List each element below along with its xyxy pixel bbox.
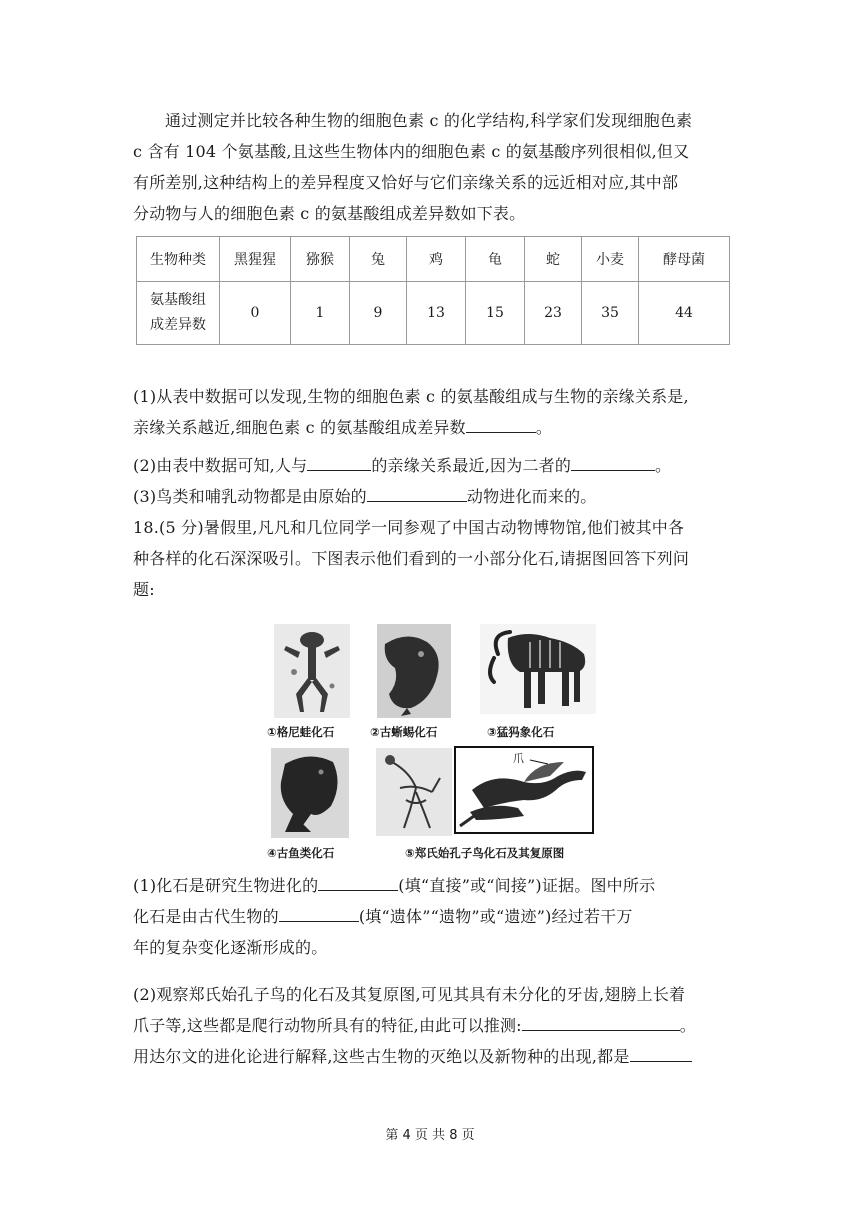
q17-p1-line-2 (133, 412, 733, 443)
answer-blank[interactable] (307, 452, 371, 471)
q18-stem-line-2: 种各样的化石深深吸引。下图表示他们看到的一小部分化石,请据图回答下列问 (133, 549, 690, 568)
answer-blank[interactable] (522, 1012, 680, 1031)
q18-part-2 (133, 979, 733, 1072)
caption-fish: ④古鱼类化石 (267, 846, 335, 860)
q18-p1-text-b: (填“直接”或“间接”)证据。图中所示 (398, 876, 656, 895)
answer-blank[interactable] (367, 483, 467, 502)
bird-reconstruction-image (454, 746, 594, 834)
table-header-row (137, 237, 730, 282)
q18-p1-text-a: (1)化石是研究生物进化的 (133, 876, 319, 895)
q17-part-2 (133, 450, 733, 481)
intro-paragraph (133, 105, 733, 136)
claw-label: 爪 (513, 752, 524, 765)
answer-blank[interactable] (279, 903, 359, 922)
caption-frog: ①格尼蛙化石 (267, 725, 335, 739)
answer-blank[interactable] (466, 414, 536, 433)
q18-p2-end: 。 (679, 1016, 696, 1035)
intro-line-3: 有所差别,这种结构上的差异程度又恰好与它们亲缘关系的远近相对应,其中部 (133, 173, 679, 192)
q17-p2-text-a: (2)由表中数据可知,人与 (133, 456, 308, 475)
q18-stem (133, 512, 733, 605)
mammoth-fossil-image (480, 624, 596, 714)
q18-p2-text-a: 爪子等,这些都是爬行动物所具有的特征,由此可以推测: (133, 1016, 522, 1035)
intro-paragraph-cont (133, 136, 733, 229)
table-cell-species: 酵母菌 (639, 237, 730, 282)
table-cell-species: 兔 (350, 237, 407, 282)
table-row-label (137, 282, 220, 345)
table-cell-species: 鸡 (407, 237, 466, 282)
lizard-fossil-image (377, 624, 451, 718)
table-cell-species: 小麦 (582, 237, 639, 282)
caption-bird: ⑤郑氏始孔子鸟化石及其复原图 (405, 846, 565, 860)
q18-stem-line-1: 18.(5 分)暑假里,凡凡和几位同学一同参观了中国古动物博物馆,他们被其中各 (133, 518, 685, 537)
q18-p1-line-1 (133, 870, 733, 901)
q17-p1-text: 亲缘关系越近,细胞色素 c 的氨基酸组成差异数 (133, 418, 466, 437)
q17-p3-text-a: (3)鸟类和哺乳动物都是由原始的 (133, 487, 367, 506)
answer-blank[interactable] (630, 1043, 692, 1062)
q18-stem-line-3: 题: (133, 580, 155, 599)
table-value-row (137, 282, 730, 345)
amino-acid-table (136, 236, 730, 345)
bird-fossil-image (376, 748, 452, 836)
q17-p2-text-b: 的亲缘关系最近,因为二者的 (371, 456, 572, 475)
q17-part-3 (133, 481, 733, 512)
q18-p2-line-3 (133, 1041, 733, 1072)
table-cell-species: 猕猴 (291, 237, 350, 282)
q18-p1-text-d: (填“遗体”“遗物”或“遗迹”)经过若干万 (358, 907, 633, 926)
table-cell-species: 黑猩猩 (220, 237, 291, 282)
q17-part-1 (133, 381, 733, 443)
row-label-line-2: 成差异数 (150, 317, 206, 333)
fish-fossil-image (271, 748, 349, 838)
answer-blank[interactable] (571, 452, 655, 471)
table-cell-value: 9 (350, 282, 407, 345)
q17-p1-line-1: (1)从表中数据可以发现,生物的细胞色素 c 的氨基酸组成与生物的亲缘关系是, (133, 387, 689, 406)
answer-blank[interactable] (318, 872, 398, 891)
table-cell-value: 13 (407, 282, 466, 345)
intro-line-2: c 含有 104 个氨基酸,且这些生物体内的细胞色素 c 的氨基酸序列很相似,但又 (133, 142, 690, 161)
table-cell-species: 蛇 (525, 237, 582, 282)
q17-p1-end: 。 (535, 418, 553, 437)
frog-fossil-image (274, 624, 350, 718)
row-label-line-1: 氨基酸组 (150, 292, 206, 308)
q18-p1-line-2 (133, 901, 733, 932)
table-cell-value: 23 (525, 282, 582, 345)
table-cell-value: 15 (466, 282, 525, 345)
table-cell-value: 35 (582, 282, 639, 345)
page-footer: 第 4 页 共 8 页 (385, 1128, 475, 1143)
q18-p2-line-2 (133, 1010, 733, 1041)
intro-line-1: 通过测定并比较各种生物的细胞色素 c 的化学结构,科学家们发现细胞色素 (165, 111, 693, 130)
q18-p2-text-c: 用达尔文的进化论进行解释,这些古生物的灭绝以及新物种的出现,都是 (133, 1047, 630, 1066)
q18-part-1 (133, 870, 733, 963)
caption-mammoth: ③猛犸象化石 (487, 725, 555, 739)
q18-p2-line-1: (2)观察郑氏始孔子鸟的化石及其复原图,可见其具有未分化的牙齿,翅膀上长着 (133, 985, 686, 1004)
table-header-label: 生物种类 (137, 237, 220, 282)
q17-p2-end: 。 (655, 456, 672, 475)
table-cell-species: 龟 (466, 237, 525, 282)
table-cell-value: 1 (291, 282, 350, 345)
table-cell-value: 44 (639, 282, 730, 345)
q18-p1-text-c: 化石是由古代生物的 (133, 907, 279, 926)
q17-p3-text-b: 动物进化而来的。 (466, 487, 597, 506)
table-cell-value: 0 (220, 282, 291, 345)
intro-line-4: 分动物与人的细胞色素 c 的氨基酸组成差异数如下表。 (133, 204, 526, 223)
caption-lizard: ②古蜥蜴化石 (370, 725, 438, 739)
q18-p1-line-3: 年的复杂变化逐渐形成的。 (133, 938, 328, 957)
